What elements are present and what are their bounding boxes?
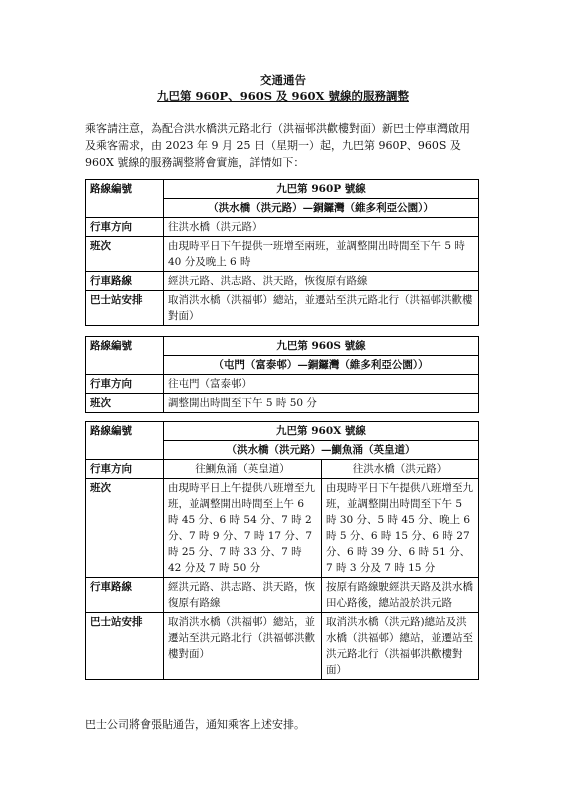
stop-b-value: 取消洪水橋（洪元路)總站及洪水橋（洪福邨）總站，並遷站至洪元路北行（洪福邨洪歡樓對面） xyxy=(322,613,479,680)
routing-label: 行車路線 xyxy=(86,272,164,291)
route-name: 九巴第 960X 號線 xyxy=(164,422,479,441)
table-row xyxy=(86,613,479,680)
route-desc: （屯門（富泰邨）—銅鑼灣（維多利亞公園）） xyxy=(164,356,479,375)
route-no-label: 路線編號 xyxy=(86,422,164,460)
route-960x-table xyxy=(85,421,479,680)
frequency-label: 班次 xyxy=(86,394,164,413)
table-row xyxy=(86,578,479,613)
route-960s-table xyxy=(85,336,479,413)
stop-a-value: 取消洪水橋（洪福邨）總站，並遷站至洪元路北行（洪福邨洪歡樓對面） xyxy=(164,613,322,680)
table-row xyxy=(86,218,479,237)
frequency-value: 由現時平日下午提供一班增至兩班，並調整開出時間至下午 5 時 40 分及晚上 6 時 xyxy=(164,237,479,272)
direction-b-value: 往洪水橋（洪元路） xyxy=(322,460,479,479)
stop-label: 巴士站安排 xyxy=(86,291,164,326)
table-row xyxy=(86,291,479,326)
route-name: 九巴第 960P 號線 xyxy=(164,180,479,199)
frequency-value: 調整開出時間至下午 5 時 50 分 xyxy=(164,394,479,413)
table-row xyxy=(86,237,479,272)
footer-note: 巴士公司將會張貼通告，通知乘客上述安排。 xyxy=(85,718,305,731)
direction-label: 行車方向 xyxy=(86,460,164,479)
route-960p-table xyxy=(85,179,479,326)
table-row xyxy=(86,337,479,356)
table-row xyxy=(86,479,479,578)
direction-label: 行車方向 xyxy=(86,375,164,394)
intro-paragraph: 乘客請注意，為配合洪水橋洪元路北行（洪福邨洪歡樓對面）新巴士停車灣啟用及乘客需求，由 2023 年 9 月 25 日（星期一）起，九巴第 960P、960S 及 960X 號線的服務調整將會實施，詳情如下： xyxy=(85,122,470,169)
table-row xyxy=(86,272,479,291)
routing-a-value: 經洪元路、洪志路、洪天路，恢復原有路線 xyxy=(164,578,322,613)
route-desc: （洪水橋（洪元路）—鰂魚涌（英皇道） xyxy=(164,441,479,460)
route-desc: （洪水橋（洪元路）—銅鑼灣（維多利亞公園）） xyxy=(164,199,479,218)
routing-label: 行車路線 xyxy=(86,578,164,613)
stop-label: 巴士站安排 xyxy=(86,613,164,680)
table-row xyxy=(86,460,479,479)
notice-subtitle: 九巴第 960P、960S 及 960X 號線的服務調整 xyxy=(157,89,409,103)
direction-label: 行車方向 xyxy=(86,218,164,237)
direction-a-value: 往鰂魚涌（英皇道） xyxy=(164,460,322,479)
direction-value: 往洪水橋（洪元路） xyxy=(164,218,479,237)
routing-value: 經洪元路、洪志路、洪天路，恢復原有路線 xyxy=(164,272,479,291)
frequency-label: 班次 xyxy=(86,479,164,578)
direction-value: 往屯門（富泰邨） xyxy=(164,375,479,394)
notice-title: 交通通告 xyxy=(260,73,306,87)
routing-b-value: 按原有路線駛經洪天路及洪水橋田心路後，總站設於洪元路 xyxy=(322,578,479,613)
frequency-a-value: 由現時平日上午提供八班增至九班，並調整開出時間至上午 6 時 45 分、6 時 54 分、7 時 2 分、7 時 9 分、7 時 17 分、7 時 25 分、7 時 33 分、7 時 42 分及 7 時 50 分 xyxy=(164,479,322,578)
table-row xyxy=(86,180,479,199)
table-row xyxy=(86,422,479,441)
route-no-label: 路線編號 xyxy=(86,180,164,218)
route-name: 九巴第 960S 號線 xyxy=(164,337,479,356)
table-row xyxy=(86,375,479,394)
frequency-label: 班次 xyxy=(86,237,164,272)
frequency-b-value: 由現時平日下午提供八班增至九班，並調整開出時間至下午 5 時 30 分、5 時 45 分、晚上 6 時 5 分、6 時 15 分、6 時 27 分、6 時 39 分、6 時 51 分、7 時 3 分及 7 時 15 分 xyxy=(322,479,479,578)
table-row xyxy=(86,394,479,413)
stop-value: 取消洪水橋（洪福邨）總站，並遷站至洪元路北行（洪福邨洪歡樓對面） xyxy=(164,291,479,326)
route-no-label: 路線編號 xyxy=(86,337,164,375)
